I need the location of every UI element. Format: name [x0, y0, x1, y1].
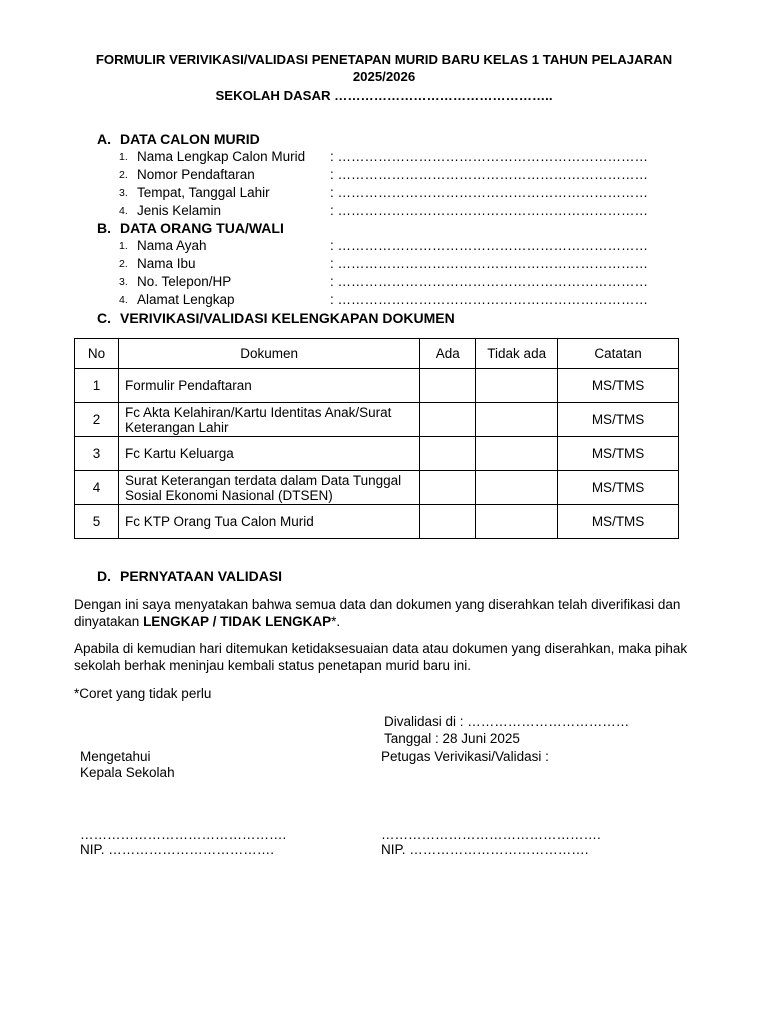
section-d-title: PERNYATAAN VALIDASI: [120, 568, 283, 584]
ada-checkbox-cell[interactable]: [420, 403, 476, 437]
section-c-title: VERIVIKASI/VALIDASI KELENGKAPAN DOKUMEN: [120, 310, 455, 326]
item-number: 4.: [119, 294, 128, 306]
item-value-field[interactable]: : ……………………………………………………………: [330, 274, 649, 289]
section-b-heading: [97, 220, 284, 236]
section-b-title: DATA ORANG TUA/WALI: [120, 220, 284, 236]
table-row: [75, 369, 679, 403]
item-number: 1.: [119, 240, 128, 252]
officer-label: Petugas Verivikasi/Validasi :: [381, 749, 549, 764]
item-number: 2.: [119, 258, 128, 270]
table-row: [75, 471, 679, 505]
row-no: 2: [75, 403, 119, 437]
row-catatan[interactable]: MS/TMS: [558, 437, 679, 471]
review-paragraph: Apabila di kemudian hari ditemukan ketidaksesuaian data atau dokumen yang diserahkan, maka pihak sekolah berhak meninjau kembali status penetapan murid baru ini.: [74, 641, 688, 673]
item-number: 3.: [119, 187, 128, 199]
section-d-heading: [97, 568, 282, 584]
section-c-heading: [97, 310, 455, 326]
form-title-year: 2025/2026: [352, 69, 416, 84]
principal-nip-field[interactable]: NIP. ……………………………….: [80, 842, 275, 857]
row-catatan[interactable]: MS/TMS: [558, 403, 679, 437]
ada-checkbox-cell[interactable]: [420, 505, 476, 539]
document-table: [74, 338, 679, 539]
section-a-heading: [97, 131, 260, 147]
column-header-tidak-ada: Tidak ada: [476, 339, 558, 369]
tidak-ada-checkbox-cell[interactable]: [476, 369, 558, 403]
row-no: 1: [75, 369, 119, 403]
table-row: [75, 437, 679, 471]
item-label: Nama Lengkap Calon Murid: [137, 149, 306, 164]
row-catatan[interactable]: MS/TMS: [558, 505, 679, 539]
item-value-field[interactable]: : ……………………………………………………………: [330, 203, 649, 218]
table-header-row: [75, 339, 679, 369]
principal-name-field[interactable]: ……………………………………….: [80, 827, 287, 842]
section-b-letter: B.: [97, 220, 111, 236]
ada-checkbox-cell[interactable]: [420, 437, 476, 471]
row-no: 4: [75, 471, 119, 505]
item-value-field[interactable]: : ……………………………………………………………: [330, 256, 649, 271]
ada-checkbox-cell[interactable]: [420, 471, 476, 505]
footnote: *Coret yang tidak perlu: [74, 686, 212, 701]
row-no: 5: [75, 505, 119, 539]
item-label: Jenis Kelamin: [137, 203, 222, 218]
tidak-ada-checkbox-cell[interactable]: [476, 403, 558, 437]
statement-suffix: *.: [331, 614, 341, 629]
form-title-school: SEKOLAH DASAR …………………………………………..: [215, 88, 553, 103]
item-label: Tempat, Tanggal Lahir: [137, 185, 270, 200]
item-label: Nama Ayah: [137, 238, 207, 253]
item-value-field[interactable]: : ……………………………………………………………: [330, 292, 649, 307]
item-number: 2.: [119, 169, 128, 181]
officer-name-field[interactable]: ………………………………………….: [381, 827, 601, 842]
completeness-status[interactable]: LENGKAP / TIDAK LENGKAP: [143, 614, 332, 629]
section-c-letter: C.: [97, 310, 111, 326]
item-number: 4.: [119, 205, 128, 217]
section-a-letter: A.: [97, 131, 111, 147]
section-a-title: DATA CALON MURID: [120, 131, 260, 147]
item-label: No. Telepon/HP: [137, 274, 232, 289]
statement-text: Dengan ini saya menyatakan bahwa semua data dan dokumen yang diserahkan telah diverifikasi dan dinyatakan: [74, 597, 681, 629]
validation-date: Tanggal : 28 Juni 2025: [384, 731, 520, 746]
section-d-letter: D.: [97, 568, 111, 584]
table-row: [75, 505, 679, 539]
acknowledged-label: Mengetahui: [80, 749, 151, 764]
row-document: Fc Akta Kelahiran/Kartu Identitas Anak/Surat Keterangan Lahir: [118, 403, 419, 437]
item-value-field[interactable]: : ……………………………………………………………: [330, 238, 649, 253]
column-header-dokumen: Dokumen: [118, 339, 419, 369]
column-header-no: No: [75, 339, 119, 369]
tidak-ada-checkbox-cell[interactable]: [476, 437, 558, 471]
form-title-line1: FORMULIR VERIVIKASI/VALIDASI PENETAPAN MURID BARU KELAS 1 TAHUN PELAJARAN: [95, 52, 673, 67]
validation-place[interactable]: Divalidasi di : ………………………………: [384, 714, 630, 729]
row-document: Surat Keterangan terdata dalam Data Tunggal Sosial Ekonomi Nasional (DTSEN): [118, 471, 419, 505]
row-document: Formulir Pendaftaran: [118, 369, 419, 403]
row-no: 3: [75, 437, 119, 471]
item-value-field[interactable]: : ……………………………………………………………: [330, 149, 649, 164]
item-value-field[interactable]: : ……………………………………………………………: [330, 167, 649, 182]
statement-paragraph: [74, 596, 694, 630]
row-catatan[interactable]: MS/TMS: [558, 369, 679, 403]
item-label: Nomor Pendaftaran: [137, 167, 255, 182]
tidak-ada-checkbox-cell[interactable]: [476, 505, 558, 539]
table-row: [75, 403, 679, 437]
row-catatan[interactable]: MS/TMS: [558, 471, 679, 505]
tidak-ada-checkbox-cell[interactable]: [476, 471, 558, 505]
item-label: Alamat Lengkap: [137, 292, 235, 307]
item-value-field[interactable]: : ……………………………………………………………: [330, 185, 649, 200]
ada-checkbox-cell[interactable]: [420, 369, 476, 403]
item-number: 3.: [119, 276, 128, 288]
item-label: Nama Ibu: [137, 256, 196, 271]
column-header-catatan: Catatan: [558, 339, 679, 369]
item-number: 1.: [119, 151, 128, 163]
principal-label: Kepala Sekolah: [80, 765, 175, 780]
column-header-ada: Ada: [420, 339, 476, 369]
row-document: Fc KTP Orang Tua Calon Murid: [118, 505, 419, 539]
row-document: Fc Kartu Keluarga: [118, 437, 419, 471]
officer-nip-field[interactable]: NIP. ………………………………….: [381, 842, 589, 857]
